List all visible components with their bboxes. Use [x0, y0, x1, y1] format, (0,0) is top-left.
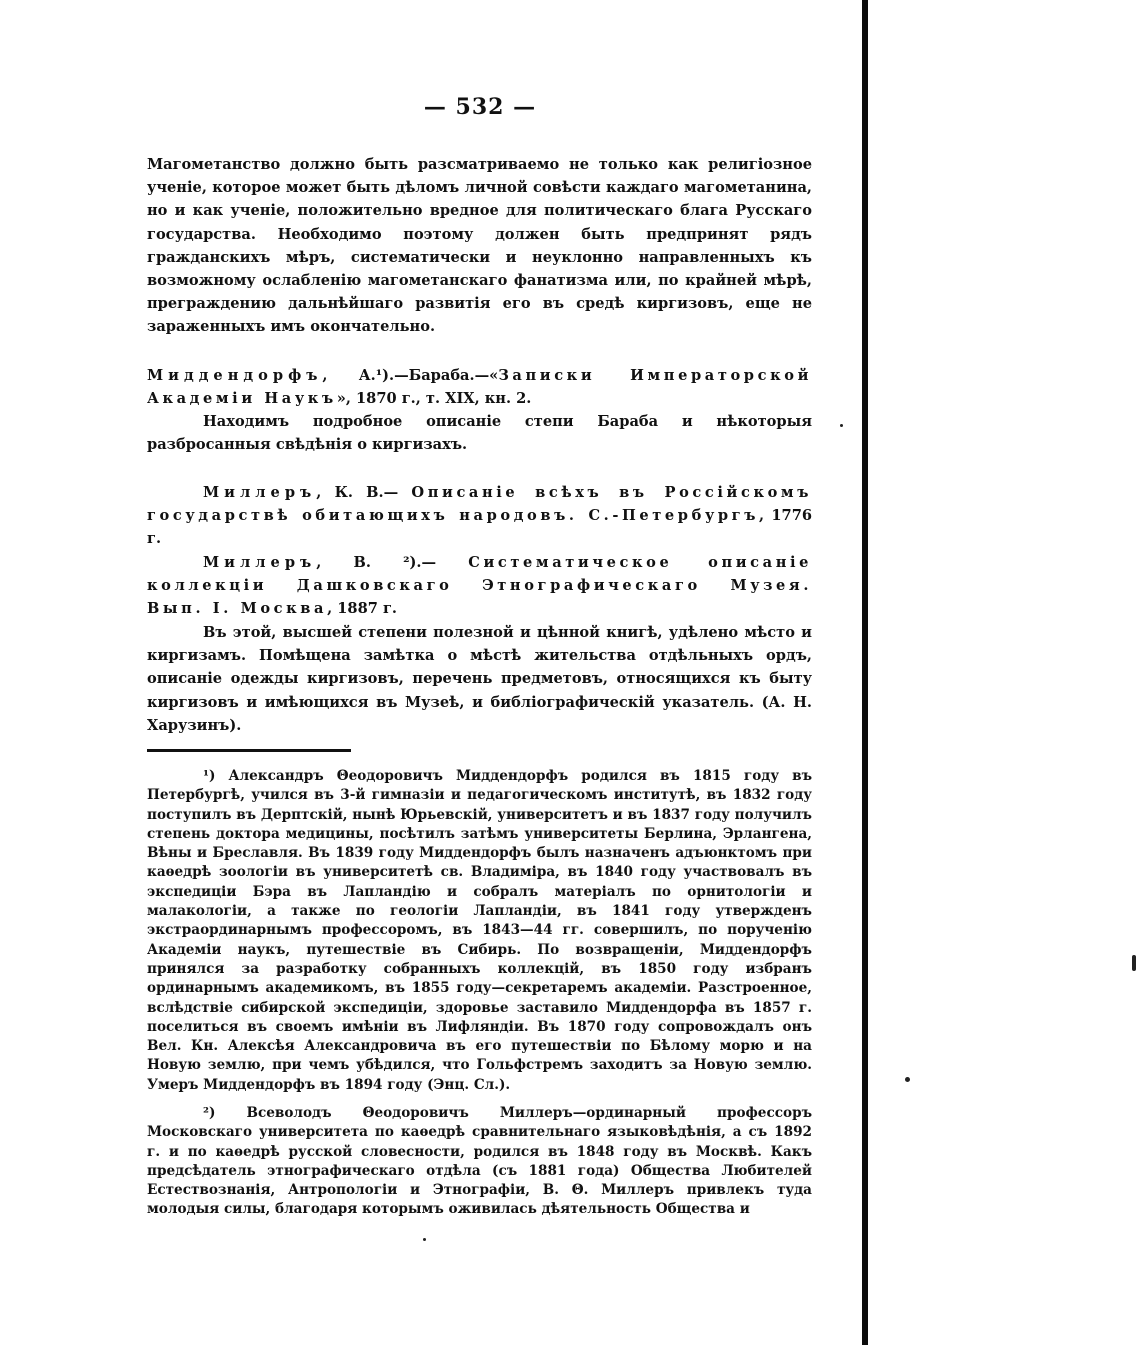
entry-publication-details: », 1870 г., т. XIX, кн. 2. — [336, 390, 532, 408]
entry-publication-details: , 1776 г. — [147, 507, 813, 548]
footnote-marker: ¹) — [203, 768, 216, 784]
bibliography-entry-miller-vf — [147, 551, 812, 621]
entry-author-details: , В. ²).— — [316, 554, 469, 571]
scan-speck — [423, 1238, 426, 1241]
bibliography-entry-middendorf — [147, 364, 812, 410]
entry-title: Записки Императорской Академiи Наукъ — [147, 367, 812, 408]
footnote-marker: ²) — [203, 1105, 216, 1121]
intro-paragraph: Магометанство должно быть разсматриваемо не только как религiозное ученiе, которое может быть дѣломъ личной совѣсти каждаго магометанина, но и как ученiе, положительно вредное для политическаго блага Русскаго государства. Необходимо поэтому должен быть предпринят рядъ гражданскихъ мѣръ, систематически и неуклонно направленныхъ къ возможному ослабленiю магометанскаго фанатизма или, по крайней мѣрѣ, преграждению дальнѣйшаго развитiя его въ средѣ киргизовъ, еще не зараженныхъ имъ окончательно. — [147, 156, 812, 336]
page-binding-rule — [862, 0, 868, 1345]
entry-annotation-middendorf: Находимъ подробное описанiе степи Бараба и нѣкоторыя разбросанныя свѣдѣнiя о киргизахъ. — [147, 413, 812, 454]
entry-author-details: , К. В.— — [316, 484, 412, 501]
scan-speck — [905, 1077, 910, 1082]
entry-author-details: , А.¹).—Бараба.—« — [322, 367, 499, 384]
entry-publication-details: , 1887 г. — [327, 600, 397, 618]
footnote-separator — [147, 749, 351, 752]
entry-title: Описанiе всѣхъ въ Россiйскомъ государствѣ обитающихъ народовъ. С.-Петербургъ — [147, 484, 812, 525]
entry-title: Систематическое описанiе коллекцiи Дашковскаго Этнографическаго Музея. Вып. I. Москва — [147, 554, 812, 618]
entry-author: Миллеръ — [203, 484, 317, 501]
bibliography-entry-miller-kv — [147, 481, 812, 551]
footnote-1 — [147, 767, 812, 1095]
entry-annotation-miller-vf: Въ этой, высшей степени полезной и цѣнной книгѣ, удѣлено мѣсто и киргизамъ. Помѣщена замѣтка о мѣстѣ жительства отдѣльныхъ ордъ, описанiе одежды киргизовъ, перечень предметовъ, относящихся къ быту киргизовъ и имѣющихся въ Музеѣ, и библiографическiй указатель. (А. Н. Харузинъ). — [147, 624, 812, 734]
footnote-text: Александръ Θеодоровичъ Миддендорфъ родился въ 1815 году въ Петербургѣ, учился въ 3-й гимназiи и педагогическомъ институтѣ, въ 1832 году поступилъ въ Дерптскiй, нынѣ Юрьевскiй, университетъ и въ 1837 году получилъ степень доктора медицины, посѣтилъ затѣмъ университеты Берлина, Эрлангена, Вѣны и Бреславля. Въ 1839 году Миддендорфъ былъ назначенъ адъюнктомъ при каѳедрѣ зоологiи въ университетѣ св. Владимiра, въ 1840 году участвовалъ въ экспедицiи Бэра въ Лапландiю и собралъ матерiалъ по орнитологiи и малакологiи, а также по геологiи Лапландiи, въ 1841 году утвержденъ экстраординарнымъ профессоромъ, въ 1843—44 гг. совершилъ, по порученiю Академiи наукъ, путешествiе въ Сибирь. По возвращенiи, Миддендорфъ принялся за разработку собранныхъ коллекцiй, въ 1850 году избранъ ординарнымъ академикомъ, въ 1855 году—секретаремъ академiи. Разстроенное, вслѣдствiе сибирской экспедицiи, здоровье заставило Миддендорфа въ 1857 г. поселиться въ своемъ имѣнiи въ Лифляндiи. Въ 1870 году сопровождалъ онъ Вел. Кн. Алексѣя Александровича въ его путешествiи по Бѣлому морю и на Новую землю, при чемъ убѣдился, что Гольфстремъ заходитъ за Новую землю. Умеръ Миддендорфъ въ 1894 году (Энц. Сл.). — [147, 768, 813, 1093]
entry-author: Миллеръ — [203, 554, 317, 571]
scan-speck — [1132, 955, 1136, 971]
entry-author: Миддендорфъ — [147, 367, 323, 384]
footnote-2 — [147, 1104, 812, 1220]
footnote-text: Всеволодъ Θеодоровичъ Миллеръ—ординарный профессоръ Московскаго университета по каѳедрѣ сравнительнаго языковѣдѣнiя, а съ 1892 г. и по каѳедрѣ русской словесности, родился въ 1848 году въ Москвѣ. Какъ предсѣдатель этнографическаго отдѣла (съ 1881 года) Общества Любителей Естествознанiя, Антропологiи и Этнографiи, В. Θ. Миллеръ привлекъ туда молодыя силы, благодаря которымъ оживилась дѣятельность Общества и — [147, 1105, 812, 1218]
page-number: — 532 — — [423, 94, 537, 120]
scan-speck — [840, 424, 843, 427]
